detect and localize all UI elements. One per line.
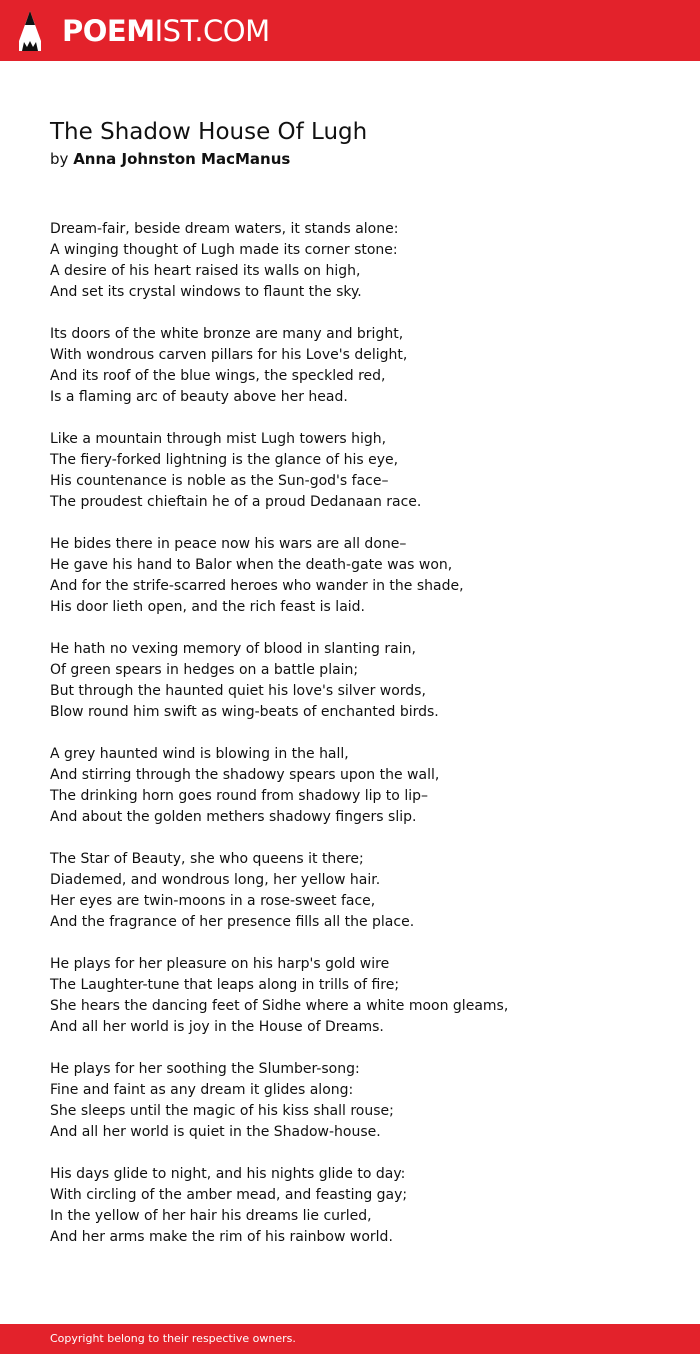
poem-line: A grey haunted wind is blowing in the hall, [50,746,349,762]
site-header [0,0,700,61]
poem-line: She hears the dancing feet of Sidhe where a white moon gleams, [50,998,509,1014]
poem-line: Like a mountain through mist Lugh towers high, [50,431,387,447]
byline-label: by [50,150,69,168]
poem-line: In the yellow of her hair his dreams lie curled, [50,1208,372,1224]
poem-author[interactable]: Anna Johnston MacManus [73,150,291,168]
copyright-notice: Copyright belong to their respective owners. [50,1332,296,1345]
poem-line: With wondrous carven pillars for his Love's delight, [50,347,408,363]
poem-line: Of green spears in hedges on a battle plain; [50,662,359,678]
poem-line: His days glide to night, and his nights glide to day: [50,1166,406,1182]
poem-line: Diademed, and wondrous long, her yellow hair. [50,872,381,888]
poem-line: The fiery-forked lightning is the glance of his eye, [50,452,399,468]
poem-line: And all her world is joy in the House of Dreams. [50,1019,384,1035]
poem-stanza [50,639,670,723]
poem-stanza [50,744,670,828]
poem-stanza [50,324,670,408]
poem-line: The drinking horn goes round from shadowy lip to lip– [50,788,428,804]
poem-line: Her eyes are twin-moons in a rose-sweet face, [50,893,376,909]
poem-body [50,219,670,1269]
site-logo[interactable] [18,10,270,52]
poem-line: And set its crystal windows to flaunt the sky. [50,284,362,300]
poem-line: She sleeps until the magic of his kiss shall rouse; [50,1103,394,1119]
poem-line: With circling of the amber mead, and feasting gay; [50,1187,408,1203]
poem-line: And its roof of the blue wings, the speckled red, [50,368,386,384]
poem-line: The Star of Beauty, she who queens it there; [50,851,364,867]
site-footer [0,1324,700,1354]
logo-wordmark-light: IST.COM [154,14,270,48]
poem-line: He gave his hand to Balor when the death-gate was won, [50,557,453,573]
poem-stanza [50,429,670,513]
poem-line: But through the haunted quiet his love's silver words, [50,683,426,699]
poem-line: He bides there in peace now his wars are all done– [50,536,407,552]
poem-line: Is a flaming arc of beauty above her head. [50,389,348,405]
poem-line: Its doors of the white bronze are many and bright, [50,326,404,342]
poem-line: And her arms make the rim of his rainbow world. [50,1229,393,1245]
poem-line: The Laughter-tune that leaps along in trills of fire; [50,977,400,993]
logo-wordmark-bold: POEM [62,14,155,48]
poem-stanza [50,534,670,618]
poem-line: A desire of his heart raised its walls on high, [50,263,361,279]
poem-line: A winging thought of Lugh made its corner stone: [50,242,398,258]
poem-line: Blow round him swift as wing-beats of enchanted birds. [50,704,439,720]
pencil-tip-icon [18,10,42,52]
poem-line: And the fragrance of her presence fills all the place. [50,914,415,930]
poem-line: And for the strife-scarred heroes who wander in the shade, [50,578,464,594]
poem-line: The proudest chieftain he of a proud Dedanaan race. [50,494,422,510]
poem-stanza [50,1164,670,1248]
poem-stanza [50,1059,670,1143]
poem-line: His door lieth open, and the rich feast is laid. [50,599,365,615]
poem-line: And stirring through the shadowy spears upon the wall, [50,767,440,783]
poem-line: He plays for her pleasure on his harp's gold wire [50,956,390,972]
poem-line: He plays for her soothing the Slumber-song: [50,1061,360,1077]
poem-line: Dream-fair, beside dream waters, it stands alone: [50,221,399,237]
poem-byline [50,149,290,169]
poem-line: And all her world is quiet in the Shadow-house. [50,1124,381,1140]
poem-stanza [50,954,670,1038]
logo-wordmark [62,10,270,52]
poem-line: He hath no vexing memory of blood in slanting rain, [50,641,416,657]
poem-line: His countenance is noble as the Sun-god's face– [50,473,389,489]
poem-line: And about the golden methers shadowy fingers slip. [50,809,417,825]
poem-line: Fine and faint as any dream it glides along: [50,1082,354,1098]
poem-title: The Shadow House Of Lugh [50,119,368,145]
poem-stanza [50,219,670,303]
poem-stanza [50,849,670,933]
